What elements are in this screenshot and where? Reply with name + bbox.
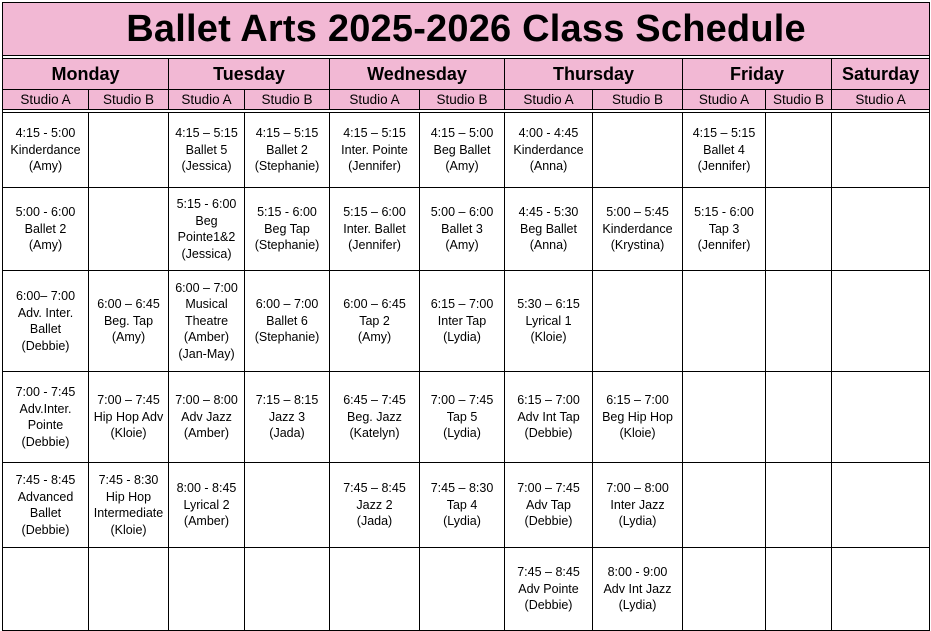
empty-slot	[330, 548, 420, 631]
day-header-friday: Friday	[683, 59, 832, 90]
empty-slot	[420, 548, 505, 631]
class-detail: (Jennifer)	[348, 159, 401, 174]
table-row	[3, 372, 930, 463]
class-detail: (Katelyn)	[349, 426, 400, 441]
class-detail: Ballet	[29, 506, 62, 520]
class-slot	[89, 463, 169, 548]
class-slot	[505, 548, 593, 631]
class-detail: (Debbie)	[21, 522, 70, 537]
class-slot	[3, 188, 89, 271]
class-slot	[89, 271, 169, 372]
class-slot	[330, 463, 420, 548]
class-time: 4:15 – 5:15	[692, 126, 756, 141]
class-slot	[330, 188, 420, 271]
studio-header: Studio A	[330, 90, 420, 110]
class-detail: Ballet 2	[24, 221, 67, 236]
class-detail: (Jada)	[356, 514, 393, 529]
class-detail: (Lydia)	[618, 598, 657, 613]
class-time: 5:15 - 6:00	[694, 205, 754, 220]
empty-slot	[766, 271, 832, 372]
class-slot	[169, 463, 245, 548]
class-detail: Pointe	[27, 418, 64, 432]
class-slot	[593, 188, 683, 271]
class-slot	[505, 271, 593, 372]
empty-slot	[832, 548, 930, 631]
class-time: 7:00 – 7:45	[97, 393, 160, 408]
class-time: 5:30 – 6:15	[517, 297, 580, 312]
table-row	[3, 271, 930, 372]
class-time: 6:00– 7:00	[15, 289, 76, 303]
studio-header: Studio B	[420, 90, 505, 110]
class-time: 5:15 - 6:00	[257, 205, 317, 220]
class-time: 5:15 – 6:00	[343, 205, 406, 220]
class-slot	[330, 113, 420, 188]
class-detail: (Amber)	[183, 330, 230, 345]
class-detail: Beg Ballet	[520, 221, 577, 236]
class-detail: (Kloie)	[110, 426, 147, 441]
class-detail: (Kloie)	[619, 426, 656, 441]
class-time: 7:45 - 8:45	[15, 473, 76, 487]
class-detail: (Debbie)	[524, 514, 573, 529]
empty-slot	[683, 372, 766, 463]
class-detail: (Lydia)	[618, 514, 657, 529]
class-detail: Inter. Pointe	[341, 142, 408, 157]
class-detail: (Amber)	[183, 514, 230, 529]
class-time: 6:00 – 7:00	[255, 297, 319, 312]
class-slot	[505, 113, 593, 188]
class-time: 7:00 – 7:45	[430, 393, 494, 408]
class-detail: (Jennifer)	[697, 159, 751, 174]
empty-slot	[89, 188, 169, 271]
class-detail: Tap 4	[446, 497, 478, 512]
class-time: 4:00 - 4:45	[518, 126, 579, 141]
class-detail: Hip Hop	[105, 489, 152, 504]
class-time: 7:15 – 8:15	[255, 393, 319, 408]
class-detail: (Krystina)	[610, 238, 665, 253]
class-slot	[330, 271, 420, 372]
day-header-tuesday: Tuesday	[169, 59, 330, 90]
day-header-saturday: Saturday	[832, 59, 930, 90]
class-slot	[169, 188, 245, 271]
class-detail: (Lydia)	[443, 426, 481, 441]
class-detail: Ballet 2	[266, 142, 308, 157]
empty-slot	[832, 113, 930, 188]
class-time: 5:00 – 6:00	[430, 205, 494, 220]
class-detail: Jazz 2	[356, 497, 393, 512]
class-time: 4:15 – 5:15	[343, 126, 406, 141]
day-header-thursday: Thursday	[505, 59, 683, 90]
class-detail: (Stephanie)	[254, 238, 320, 253]
class-detail: (Lydia)	[443, 514, 481, 529]
class-detail: Advanced	[17, 489, 74, 504]
class-detail: (Amy)	[28, 159, 63, 174]
class-slot	[420, 188, 505, 271]
class-detail: Beg	[195, 213, 218, 228]
class-slot	[420, 372, 505, 463]
class-detail: Jazz 3	[268, 409, 306, 424]
class-detail: (Amy)	[28, 238, 63, 253]
empty-slot	[89, 548, 169, 631]
empty-slot	[683, 463, 766, 548]
class-detail: Adv. Inter.	[17, 305, 74, 320]
studio-header: Studio B	[245, 90, 330, 110]
class-slot	[169, 113, 245, 188]
studio-header: Studio B	[593, 90, 683, 110]
class-slot	[593, 372, 683, 463]
schedule-title: Ballet Arts 2025-2026 Class Schedule	[3, 3, 930, 56]
class-detail: Inter Jazz	[610, 497, 665, 512]
empty-slot	[832, 463, 930, 548]
class-detail: (Jan-May)	[178, 346, 235, 361]
class-slot	[420, 113, 505, 188]
class-detail: Ballet 4	[703, 142, 745, 157]
class-detail: (Anna)	[529, 238, 568, 253]
studio-header: Studio A	[169, 90, 245, 110]
class-time: 7:45 – 8:45	[343, 481, 406, 496]
class-detail: Pointe1&2	[177, 230, 236, 244]
class-detail: Tap 5	[446, 409, 478, 424]
class-slot	[330, 372, 420, 463]
class-detail: Adv Tap	[526, 497, 571, 512]
table-row	[3, 188, 930, 271]
class-time: 7:45 - 8:30	[98, 473, 159, 487]
class-detail: Intermediate	[93, 506, 164, 520]
empty-slot	[766, 463, 832, 548]
class-time: 6:15 – 7:00	[517, 393, 580, 408]
empty-slot	[766, 188, 832, 271]
class-slot	[505, 372, 593, 463]
class-time: 5:00 – 5:45	[606, 205, 669, 220]
class-detail: Inter. Ballet	[343, 221, 406, 236]
studio-header: Studio B	[766, 90, 832, 110]
table-row	[3, 113, 930, 188]
class-detail: Adv Pointe	[518, 581, 579, 596]
class-detail: (Debbie)	[524, 598, 573, 613]
class-detail: Kinderdance	[513, 142, 584, 157]
class-detail: Adv.Inter.	[19, 401, 72, 416]
class-slot	[245, 271, 330, 372]
class-detail: Adv Int Tap	[517, 409, 580, 424]
studio-header: Studio A	[683, 90, 766, 110]
class-detail: (Kloie)	[530, 330, 567, 345]
class-time: 4:15 – 5:00	[430, 126, 494, 141]
class-detail: (Kloie)	[110, 522, 147, 537]
class-slot	[169, 372, 245, 463]
empty-slot	[832, 271, 930, 372]
class-time: 6:15 – 7:00	[430, 297, 494, 312]
class-slot	[593, 463, 683, 548]
class-detail: Beg. Jazz	[347, 409, 402, 424]
class-detail: Ballet 5	[185, 142, 228, 157]
class-time: 4:15 – 5:15	[255, 126, 319, 141]
class-time: 7:45 – 8:45	[517, 565, 580, 580]
class-time: 6:00 – 6:45	[343, 297, 406, 312]
empty-slot	[593, 113, 683, 188]
class-time: 6:00 – 7:00	[175, 280, 238, 295]
empty-slot	[766, 372, 832, 463]
class-detail: Inter Tap	[437, 313, 487, 328]
empty-slot	[3, 548, 89, 631]
table-row	[3, 463, 930, 548]
class-time: 7:00 – 8:00	[175, 393, 238, 408]
class-detail: (Lydia)	[443, 330, 481, 345]
class-time: 6:15 – 7:00	[606, 393, 669, 408]
class-detail: (Stephanie)	[254, 159, 320, 174]
class-detail: Musical	[185, 297, 228, 312]
studio-header-row	[3, 90, 930, 110]
class-detail: (Debbie)	[21, 434, 70, 449]
class-slot	[245, 372, 330, 463]
class-time: 7:00 – 7:45	[517, 481, 580, 496]
class-detail: Theatre	[184, 313, 229, 328]
class-detail: (Jada)	[269, 426, 305, 441]
class-time: 4:15 - 5:00	[15, 126, 76, 141]
class-detail: Adv Jazz	[181, 409, 232, 424]
day-header-wednesday: Wednesday	[330, 59, 505, 90]
class-slot	[505, 463, 593, 548]
class-detail: (Amy)	[111, 330, 146, 345]
class-slot	[89, 372, 169, 463]
empty-slot	[245, 548, 330, 631]
class-detail: Tap 3	[708, 221, 740, 236]
class-time: 5:15 - 6:00	[176, 197, 237, 211]
day-header-row	[3, 59, 930, 90]
class-detail: (Anna)	[529, 159, 568, 174]
empty-slot	[832, 188, 930, 271]
class-schedule-table	[2, 2, 930, 631]
class-detail: Beg. Tap	[103, 313, 154, 328]
class-slot	[245, 188, 330, 271]
class-detail: Kinderdance	[10, 142, 81, 157]
class-slot	[683, 113, 766, 188]
class-time: 8:00 - 8:45	[176, 481, 237, 496]
empty-slot	[832, 372, 930, 463]
class-detail: Adv Int Jazz	[603, 581, 672, 596]
empty-slot	[169, 548, 245, 631]
class-slot	[683, 188, 766, 271]
class-slot	[420, 463, 505, 548]
class-time: 6:00 – 6:45	[97, 297, 160, 312]
schedule-body	[3, 113, 930, 631]
studio-header: Studio A	[505, 90, 593, 110]
class-detail: (Jessica)	[181, 159, 232, 174]
class-detail: Beg Ballet	[433, 142, 491, 157]
class-detail: Kinderdance	[602, 221, 673, 236]
class-slot	[3, 271, 89, 372]
empty-slot	[245, 463, 330, 548]
class-time: 5:00 - 6:00	[15, 205, 76, 220]
class-detail: Beg Tap	[264, 221, 310, 236]
empty-slot	[683, 271, 766, 372]
class-detail: (Amber)	[183, 426, 230, 441]
class-time: 6:45 – 7:45	[343, 393, 406, 408]
class-time: 7:00 – 8:00	[606, 481, 669, 496]
class-time: 4:45 - 5:30	[518, 205, 579, 220]
class-slot	[420, 271, 505, 372]
class-detail: Lyrical 2	[183, 497, 230, 512]
class-slot	[3, 463, 89, 548]
empty-slot	[683, 548, 766, 631]
table-row	[3, 548, 930, 631]
class-detail: (Amy)	[445, 238, 479, 253]
class-detail: Beg Hip Hop	[602, 409, 673, 424]
class-detail: Tap 2	[359, 313, 390, 328]
class-detail: (Jennifer)	[697, 238, 751, 253]
class-detail: Ballet 3	[441, 221, 483, 236]
class-detail: (Debbie)	[21, 338, 70, 353]
empty-slot	[766, 113, 832, 188]
class-detail: Ballet 6	[266, 313, 308, 328]
class-detail: (Stephanie)	[254, 330, 320, 345]
class-slot	[169, 271, 245, 372]
class-time: 8:00 - 9:00	[607, 565, 668, 580]
empty-slot	[766, 548, 832, 631]
empty-slot	[89, 113, 169, 188]
class-slot	[245, 113, 330, 188]
class-detail: Hip Hop Adv	[93, 409, 164, 424]
class-slot	[593, 548, 683, 631]
class-detail: (Jennifer)	[348, 238, 401, 253]
class-slot	[3, 372, 89, 463]
day-header-monday: Monday	[3, 59, 169, 90]
class-detail: Ballet	[29, 322, 62, 336]
class-detail: (Jessica)	[181, 246, 232, 261]
class-slot	[3, 113, 89, 188]
class-detail: Lyrical 1	[525, 313, 572, 328]
studio-header: Studio B	[89, 90, 169, 110]
class-time: 7:45 – 8:30	[430, 481, 494, 496]
class-time: 4:15 – 5:15	[175, 126, 238, 141]
empty-slot	[593, 271, 683, 372]
class-detail: (Debbie)	[524, 426, 573, 441]
studio-header: Studio A	[3, 90, 89, 110]
class-slot	[505, 188, 593, 271]
class-detail: (Amy)	[357, 330, 392, 345]
studio-header: Studio A	[832, 90, 930, 110]
class-time: 7:00 - 7:45	[15, 385, 76, 399]
class-detail: (Amy)	[445, 159, 479, 174]
